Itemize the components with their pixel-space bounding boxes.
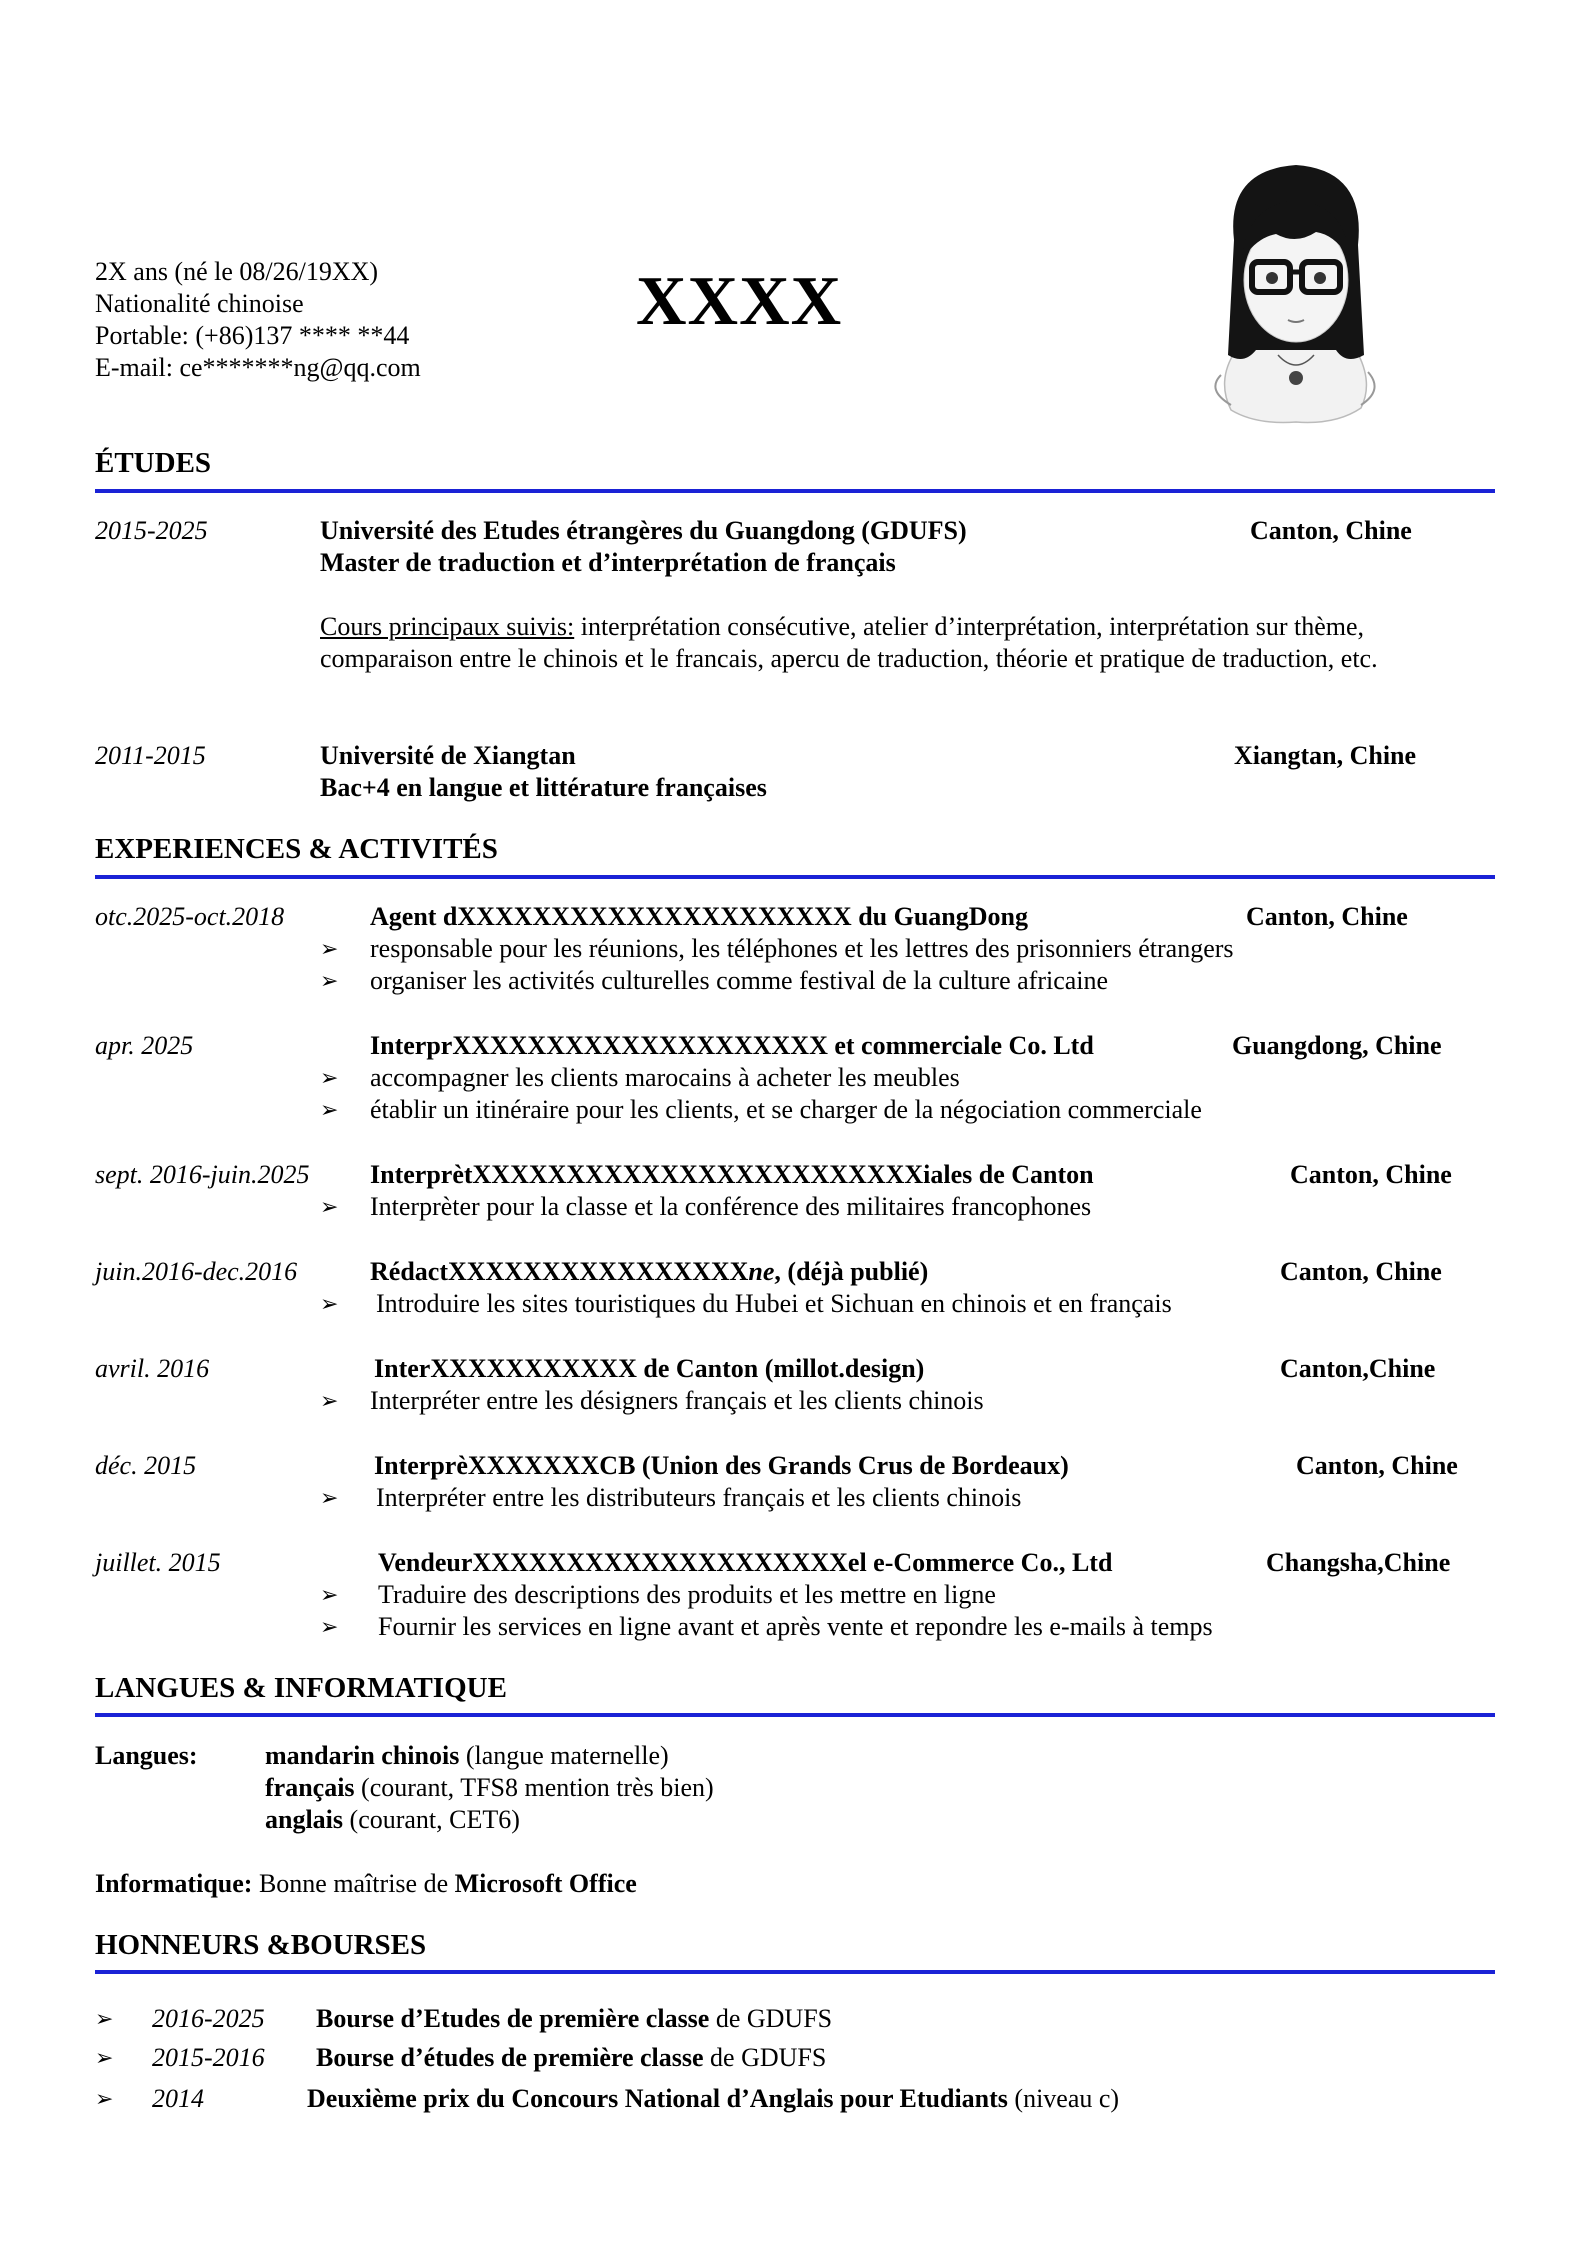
langues-label: Langues:	[95, 1741, 198, 1770]
exp-2-place: Guangdong, Chine	[1232, 1031, 1442, 1060]
exp-7-date: juillet. 2015	[95, 1548, 221, 1577]
honneur-2-text	[316, 2042, 826, 2074]
exp-2-bullet-2-icon: ➢	[320, 1097, 339, 1122]
phone-line: Portable: (+86)137 **** **44	[95, 321, 410, 350]
exp-7-item-1: Traduire des descriptions des produits et les mettre en ligne	[378, 1580, 996, 1609]
section-rule-langues	[95, 1713, 1495, 1717]
exp-1-bullet-1-icon: ➢	[320, 936, 339, 961]
age-line: 2X ans (né le 08/26/19XX)	[95, 257, 379, 286]
langue-2-level: (courant, TFS8 mention très bien)	[354, 1773, 714, 1802]
profile-photo	[1196, 150, 1391, 430]
exp-5-place: Canton,Chine	[1280, 1354, 1436, 1383]
etudes-1-date: 2015-2025	[95, 516, 208, 545]
langue-1-name: mandarin chinois	[265, 1741, 460, 1770]
exp-5-org: InterXXXXXXXXXXX de Canton (millot.design)	[374, 1354, 925, 1383]
etudes-2-date: 2011-2015	[95, 741, 206, 770]
etudes-2-place: Xiangtan, Chine	[1234, 741, 1417, 770]
section-title-langues: LANGUES & INFORMATIQUE	[95, 1672, 507, 1704]
exp-6-place: Canton, Chine	[1296, 1451, 1458, 1480]
honneur-2-bullet-icon: ➢	[95, 2045, 114, 2070]
exp-2-bullet-1-icon: ➢	[320, 1065, 339, 1090]
contact-block	[95, 256, 421, 384]
section-title-etudes: ÉTUDES	[95, 447, 212, 479]
honneur-2-title: Bourse d’études de première classe	[316, 2043, 704, 2072]
exp-3-item-1: Interprèter pour la classe et la conférence des militaires francophones	[370, 1192, 1092, 1221]
exp-1-date: otc.2025-oct.2018	[95, 902, 285, 931]
exp-6-bullet-1-icon: ➢	[320, 1485, 339, 1510]
courses-label: Cours principaux suivis:	[320, 612, 575, 641]
honneur-3-date: 2014	[152, 2084, 204, 2113]
honneur-1-text	[316, 2003, 832, 2035]
honneur-2-rest: de GDUFS	[703, 2043, 827, 2072]
langue-2	[265, 1772, 714, 1804]
exp-2-item-1: accompagner les clients marocains à acheter les meubles	[370, 1063, 960, 1092]
langue-3	[265, 1804, 520, 1836]
exp-4-place: Canton, Chine	[1280, 1257, 1442, 1286]
honneur-3-rest: (niveau c)	[1007, 2084, 1120, 2113]
exp-7-org: VendeurXXXXXXXXXXXXXXXXXXXXel e-Commerce Co., Ltd	[378, 1548, 1113, 1577]
informatique-label: Informatique:	[95, 1869, 253, 1898]
exp-6-org: InterprèXXXXXXXCB (Union des Grands Crus de Bordeaux)	[374, 1451, 1069, 1480]
exp-2-org: InterprXXXXXXXXXXXXXXXXXXXX et commerciale Co. Ltd	[370, 1031, 1094, 1060]
etudes-1-place: Canton, Chine	[1250, 516, 1412, 545]
etudes-2-degree: Bac+4 en langue et littérature françaises	[320, 773, 767, 802]
email-line: E-mail: ce*******ng@qq.com	[95, 353, 421, 382]
etudes-2-school: Université de Xiangtan	[320, 741, 576, 770]
honneur-1-bullet-icon: ➢	[95, 2006, 114, 2031]
informatique-line	[95, 1868, 637, 1900]
langue-3-name: anglais	[265, 1805, 344, 1834]
exp-5-date: avril. 2016	[95, 1354, 210, 1383]
exp-4-item-1: Introduire les sites touristiques du Hubei et Sichuan en chinois et en français	[376, 1289, 1172, 1318]
honneur-3-text	[307, 2083, 1119, 2115]
informatique-text: Bonne maîtrise de	[252, 1869, 455, 1898]
honneur-1-title: Bourse d’Etudes de première classe	[316, 2004, 710, 2033]
nationality-line: Nationalité chinoise	[95, 289, 304, 318]
courses-text: interprétation consécutive, atelier d’interprétation, interprétation sur thème, comparaison entre le chinois et le francais, apercu de traduction, théorie et pratique de traduction, etc.	[320, 612, 1378, 673]
exp-1-item-1: responsable pour les réunions, les téléphones et les lettres des prisonniers étrangers	[370, 934, 1234, 963]
honneur-3-bullet-icon: ➢	[95, 2086, 114, 2111]
exp-4-org-a: RédactXXXXXXXXXXXXXXXX	[370, 1257, 749, 1286]
exp-4-date: juin.2016-dec.2016	[95, 1257, 298, 1286]
exp-3-date: sept. 2016-juin.2025	[95, 1160, 310, 1189]
langue-3-level: (courant, CET6)	[343, 1805, 520, 1834]
etudes-1-courses	[320, 611, 1440, 675]
honneur-2-date: 2015-2016	[152, 2043, 265, 2072]
etudes-1-school: Université des Etudes étrangères du Guangdong (GDUFS)	[320, 516, 967, 545]
exp-1-item-2: organiser les activités culturelles comme festival de la culture africaine	[370, 966, 1109, 995]
exp-6-item-1: Interpréter entre les distributeurs français et les clients chinois	[376, 1483, 1022, 1512]
exp-3-bullet-1-icon: ➢	[320, 1194, 339, 1219]
langue-1	[265, 1740, 669, 1772]
honneur-1-date: 2016-2025	[152, 2004, 265, 2033]
langue-2-name: français	[265, 1773, 355, 1802]
exp-2-date: apr. 2025	[95, 1031, 194, 1060]
exp-1-org: Agent dXXXXXXXXXXXXXXXXXXXXX du GuangDong	[370, 902, 1028, 931]
exp-4-bullet-1-icon: ➢	[320, 1291, 339, 1316]
section-rule-honneurs	[95, 1970, 1495, 1974]
exp-6-date: déc. 2015	[95, 1451, 197, 1480]
section-title-experiences: EXPERIENCES & ACTIVITÉS	[95, 833, 498, 865]
exp-7-bullet-1-icon: ➢	[320, 1582, 339, 1607]
exp-1-place: Canton, Chine	[1246, 902, 1408, 931]
section-rule-experiences	[95, 875, 1495, 879]
exp-4-org-b: ne	[748, 1257, 775, 1286]
exp-7-item-2: Fournir les services en ligne avant et après vente et repondre les e-mails à temps	[378, 1612, 1213, 1641]
exp-7-bullet-2-icon: ➢	[320, 1614, 339, 1639]
honneur-3-title: Deuxième prix du Concours National d’Anglais pour Etudiants	[307, 2084, 1008, 2113]
honneur-1-rest: de GDUFS	[709, 2004, 833, 2033]
exp-1-bullet-2-icon: ➢	[320, 968, 339, 993]
exp-3-org: InterprètXXXXXXXXXXXXXXXXXXXXXXXXiales de Canton	[370, 1160, 1094, 1189]
section-rule-etudes	[95, 489, 1495, 493]
exp-3-place: Canton, Chine	[1290, 1160, 1452, 1189]
langue-1-level: (langue maternelle)	[459, 1741, 669, 1770]
exp-5-item-1: Interpréter entre les désigners français et les clients chinois	[370, 1386, 984, 1415]
exp-2-item-2: établir un itinéraire pour les clients, et se charger de la négociation commerciale	[370, 1095, 1202, 1124]
section-title-honneurs: HONNEURS &BOURSES	[95, 1929, 427, 1961]
exp-7-place: Changsha,Chine	[1266, 1548, 1451, 1577]
exp-4-org-c: , (déjà publié)	[774, 1257, 929, 1286]
etudes-1-degree: Master de traduction et d’interprétation de français	[320, 548, 896, 577]
candidate-name: XXXX	[636, 263, 843, 340]
informatique-software: Microsoft Office	[454, 1869, 637, 1898]
exp-5-bullet-1-icon: ➢	[320, 1388, 339, 1413]
exp-4-org	[370, 1256, 928, 1288]
